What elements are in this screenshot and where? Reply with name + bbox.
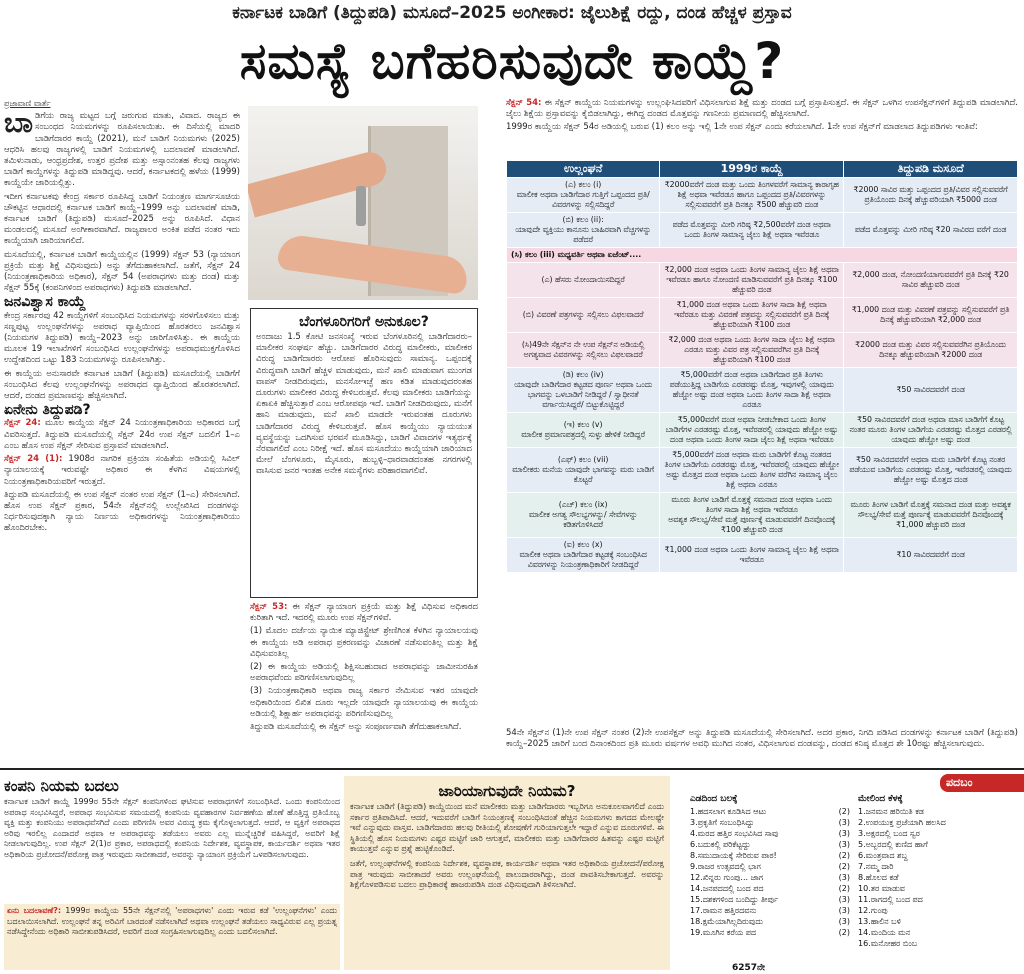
implement-text: ಕರ್ನಾಟಕ ಬಾಡಿಗೆ (ತಿದ್ದುಪಡಿ) ಕಾಯ್ದೆಯಿಂದ ಮನೆ ಮಾಲೀಕರು ಮತ್ತು ಬಾಡಿಗೆದಾರರು ಇಬ್ಬರಿಗೂ ಅನುಕೂಲವಾಗಲಿದೆ ಎಂದು ಸರ್ಕಾರ ಪ್ರತಿಪಾದಿಸಿದೆ. ಆದರೆ, ಇದುವರೆಗೆ ಬಾಡಿಗೆ ನಿಯಂತ್ರಣಕ್ಕೆ ಸಂಬಂಧಿಸಿದಂತೆ ಹೆಚ್ಚಿನ ನಿಯಮಗಳು ಕಾಗದದ ಮೇಲಷ್ಟೇ ಇವೆ ಎನ್ನುವುದು ವಾಸ್ತವ. ಬಾಡಿಗೆದಾರರು ಹಲವು ರೀತಿಯಲ್ಲಿ ಶೋಷಣೆಗೆ ಗುರಿಯಾಗುತ್ತಲೇ ಇದ್ದಾರೆ ಎನ್ನುವ ದೂರುಗಳಿವೆ. ಈ ಸ್ಥಿತಿಯಲ್ಲಿ ಹೊಸ ನಿಯಮಗಳು ಎಷ್ಟರ ಮಟ್ಟಿಗೆ ಜಾರಿ ಆಗುತ್ತವೆ, ಮಾಲೀಕರು ಮತ್ತು ಬಾಡಿಗೆದಾರರ ಹಿತವನ್ನು ಎಷ್ಟರ ಮಟ್ಟಿಗೆ ಕಾಯುತ್ತವೆ ಎನ್ನುವ ಪ್ರಶ್ನೆ ಹುಟ್ಟಿಕೊಂಡಿದೆ. [350,802,664,854]
bengaluru-box [250,308,478,598]
clue-item [690,894,850,905]
clue-item: 3.ಅಕ್ಷರದಲ್ಲಿ ಬಂದ ಸ್ವರ [858,829,920,838]
table-row [507,333,1018,368]
clue-length: (3) [838,906,850,915]
clue-text: 9.ರಾಜರ ಉತ್ಸವದಲ್ಲಿ ಭಾಗ [690,862,761,871]
clue-length: (3) [838,818,850,827]
table-row [507,368,1018,413]
clue-item [690,905,850,916]
table-cell: ₹50 ಸಾವಿರದವರೆಗೆ ದಂಡ [844,368,1018,413]
puzzle-footer: 6257ನೇ [732,963,766,973]
table-cell: (ಎಫ್) ಕಲಂ (vii) ಮಾಲೀಕರು ಮನೆಯ ಯಾವುದೇ ಭಾಗವನ್ನು ಮರು ಬಾಡಿಗೆ ಕೊಟ್ಟರೆ [507,448,660,493]
clue-item: 10.ತರ ಮಾಡುವ [858,884,905,893]
table-row [507,413,1018,448]
subheading-amendments: ಏನೇನು ತಿದ್ದುಪಡಿ? [4,402,91,419]
clue-text: 3.ಪ್ರಕೃತಿಗೆ ಸಂಬಂಧಿಸಿದ್ದು [690,818,755,827]
section-text: ಮೂಲ ಕಾಯ್ದೆಯ ಸೆಕ್ಷನ್ 24 ನಿಯಂತ್ರಣಾಧಿಕಾರಿಯ ಅಧಿಕಾರದ ಬಗ್ಗೆ ವಿವರಿಸುತ್ತದೆ. ತಿದ್ದುಪಡಿ ಮಸೂದೆಯಲ್ಲಿ ಸೆಕ್ಷನ್ 24ರ ಉಪ ಸೆಕ್ಷನ್ ಬದಲಿಗೆ 1–ಎ ಎಂಬ ಹೊಸ ಉಪ ಸೆಕ್ಷನ್ ಸೇರಿಸುವ ಪ್ರಸ್ತಾವನೆ ಮಾಡಲಾಗಿದೆ. [4,418,240,451]
change-label: ಏನು ಬದಲಾವಣೆ?: [7,906,62,915]
section-text: ಈ ಸೆಕ್ಷನ್ ಕಾಯ್ದೆಯ ನಿಯಮಗಳನ್ನು ಉಲ್ಲಂಘಿಸಿದವರಿಗೆ ವಿಧಿಸಲಾಗುವ ಶಿಕ್ಷೆ ಮತ್ತು ದಂಡದ ಬಗ್ಗೆ ಪ್ರಸ್ತಾಪಿಸುತ್ತದೆ. ಈ ಸೆಕ್ಷನ್ ಒಳಗಿನ ಉಪಸೆಕ್ಷನ್‌ಗಳಿಗೆ ತಿದ್ದುಪಡಿ ಮಾಡಲಾಗಿದೆ. ಜೈಲು ಶಿಕ್ಷೆಯ ಪ್ರಸ್ತಾವವನ್ನು ಕೈಬಿಡಲಾಗಿದ್ದು, ಈಗಿದ್ದ ದಂಡದ ಮೊತ್ತವನ್ನು ಗಣನೀಯ ಪ್ರಮಾಣದಲ್ಲಿ ಹೆಚ್ಚಿಸಲಾಗಿದೆ. [506,98,1018,120]
table-cell: ₹2000ವರೆಗೆ ದಂಡ ಮತ್ತು ಒಂದು ತಿಂಗಳವರೆಗೆ ಸಾಮಾನ್ಯ ಕಾರಾಗೃಹ ಶಿಕ್ಷೆ ಅಥವಾ ಇವೆರಡೂ ಹಾಗೂ ಒಪ್ಪಂದದ ಪ್ರತಿ/ವಿವರಗಳನ್ನು ಸಲ್ಲಿಸುವವರೆಗೆ ಪ್ರತಿ ದಿನಕ್ಕೂ ₹500 ಹೆಚ್ಚುವರಿ ದಂಡ [660,178,844,213]
table-cell: (ಸಿ)49ನೇ ಸೆಕ್ಷನ್‌ನ ನೇ ಉಪ ಸೆಕ್ಷನ್‌ನ ಅಡಿಯಲ್ಲಿ ಅಗತ್ಯವಾದ ವಿವರಗಳನ್ನು ಸಲ್ಲಿಸಲು ವಿಫಲವಾದರೆ [507,333,660,368]
company-title: ಕಂಪನಿ ನಿಯಮ ಬದಲು [4,777,119,795]
paragraph: ಮಸೂದೆಯಲ್ಲಿ, ಕರ್ನಾಟಕ ಬಾಡಿಗೆ ಕಾಯ್ದೆಯಲ್ಲಿನ (1999) ಸೆಕ್ಷನ್ 53 (ನ್ಯಾಯಾಂಗ ಪ್ರಕ್ರಿಯೆ ಮತ್ತು ಶಿಕ್ಷೆ ವಿಧಿಸುವುದು) ಅನ್ನು ತೆಗೆದುಹಾಕಲಾಗಿದೆ. ಜತೆಗೆ, ಸೆಕ್ಷನ್ 24 (ನಿಯಂತ್ರಣಾಧಿಕಾರಿಯ ಅಧಿಕಾರ), ಸೆಕ್ಷನ್ 54 (ಅಪರಾಧಗಳು ಮತ್ತು ದಂಡ) ಮತ್ತು ಸೆಕ್ಷನ್ 55ಕ್ಕೆ (ಕಂಪನಿಗಳಿಂದ ಅಪರಾಧಗಳು) ತಿದ್ದುಪಡಿ ಮಾಡಲಾಗಿದೆ. [4,249,240,294]
section-label: ಸೆಕ್ಷನ್ 53: [250,602,288,612]
table-cell: (ಡಿ) ಕಲಂ (iv) ಯಾವುದೇ ಬಾಡಿಗೆದಾರ ಕಟ್ಟಡದ ಪೂರ್ಣ ಅಥವಾ ಒಂದು ಭಾಗವನ್ನು ಒಳಬಾಡಿಗೆ ನೀಡಿದ್ದರೆ / ಸ್ವಾಧೀನತೆ ವರ್ಗಾಯಿಸಿದ್ದರೆ/ ಬಿಟ್ಟುಕೊಟ್ಟಿದ್ದರೆ [507,368,660,413]
subheading-janavishwasa: ಜನವಿಶ್ವಾಸ ಕಾಯ್ದೆ [4,294,86,311]
implement-box [344,776,670,970]
table-cell: ₹2,000 ದಂಡ, ನೋಂದಣಿಯಾಗುವವರೆಗೆ ಪ್ರತಿ ದಿನಕ್ಕೆ ₹20 ಸಾವಿರ ಹೆಚ್ಚುವರಿ ದಂಡ [844,263,1018,298]
table-row [507,248,1018,263]
implement-title: ಜಾರಿಯಾಗುವುದೇ ನಿಯಮ? [438,782,576,800]
clues-title: ಎಡದಿಂದ ಬಲಕ್ಕೆ [690,794,738,804]
table-cell: (ಸಿ) ಕಲಂ (iii) ಮಧ್ಯವರ್ತಿ ಅಥವಾ ಏಜೆಂಟ್.... [507,248,1018,263]
paragraph: ತಿದ್ದುಪಡಿ ಮಸೂದೆಯಲ್ಲಿ ಈ ಸೆಕ್ಷನ್ ಅನ್ನು ಸಂಪೂರ್ಣವಾಗಿ ತೆಗೆದುಹಾಕಲಾಗಿದೆ. [250,722,462,733]
table-cell: ಪಡೆದ ಮೊತ್ತವನ್ನು ಮೀರಿ ಗರಿಷ್ಠ ₹2,500ವರೆಗೆ ದಂಡ ಅಥವಾ ಒಂದು ತಿಂಗಳ ಸಾಮಾನ್ಯ ಜೈಲು ಶಿಕ್ಷೆ ಅಥವಾ ಇವೆರಡೂ [660,213,844,248]
clue-item: 5.ಅಬ್ಬರದಲ್ಲಿ ಕುಣಿದ ಹಾಗೆ [858,840,928,849]
section-53 [250,602,478,766]
implement-text: ಜತೆಗೆ, ಉಲ್ಲಂಘನೆಗಳಲ್ಲಿ ಕಂಪನಿಯ ನಿರ್ದೇಶಕ, ವ್ಯವಸ್ಥಾಪಕ, ಕಾರ್ಯದರ್ಶಿ ಅಥವಾ ಇತರ ಅಧಿಕಾರಿಯ ಪ್ರಚೋದನೆ/ಪರೋಕ್ಷ ಪಾತ್ರ ಇರುವುದು ಸಾಬೀತಾದರೆ ಅವರು ಉಲ್ಲಂಘನೆಯಲ್ಲಿ ಪಾಲುದಾರರಾಗಿದ್ದು, ದಂಡ ಪಾವತಿಸಬೇಕಾಗುತ್ತದೆ. ಅವರನ್ನು ಶಿಕ್ಷೆಗೊಳಪಡಿಸುವ ಬದಲು ಪ್ರಾಧಿಕಾರಕ್ಕೆ ಹಾಜರುಪಡಿಸಿ ದಂಡ ವಿಧಿಸುವುದಾಗಿ ತಿಳಿಸಲಾಗಿದೆ. [350,858,664,890]
list-item: (3) ನಿಯಂತ್ರಣಾಧಿಕಾರಿ ಅಥವಾ ರಾಜ್ಯ ಸರ್ಕಾರ ನೇಮಿಸುವ ಇತರ ಯಾವುದೇ ಅಧಿಕಾರಿಯಿಂದ ಲಿಖಿತ ದೂರು ಇಲ್ಲದೇ ಯಾವುದೇ ನ್ಯಾಯಾಲಯವು ಈ ಕಾಯ್ದೆಯ ಅಡಿಯಲ್ಲಿ ಶಿಕ್ಷಾರ್ಹ ಅಪರಾಧವನ್ನು ಪರಿಗಣಿಸುವುದಿಲ್ಲ [250,686,478,719]
clue-item [690,872,850,883]
clue-text: 4.ಮರದ ಹತ್ತಿರ ಸಂಭವಿಸಿದ ಸಾವು [690,829,779,838]
table-row [507,213,1018,248]
clue-item: 8.ಹೊಲದ ಕಡೆ [858,873,899,882]
clue-text: 12.ಖಿನ್ನರು ಗುಂಪು... ಜಾಗ [690,873,764,882]
clue-item [690,861,850,872]
column-header: ತಿದ್ದುಪಡಿ ಮಸೂದೆ [844,161,1018,178]
table-row [507,263,1018,298]
paragraph: ಕೇಂದ್ರ ಸರ್ಕಾರವು 42 ಕಾಯ್ದೆಗಳಿಗೆ ಸಂಬಂಧಿಸಿದ ನಿಯಮಗಳನ್ನು ಸರಳಗೊಳಿಸಲು ಮತ್ತು ಸಣ್ಣಪುಟ್ಟ ಉಲ್ಲಂಘನೆಗಳನ್ನು ಅಪರಾಧ ವ್ಯಾಪ್ತಿಯಿಂದ ಹೊರತರಲು ಜನವಿಶ್ವಾಸ (ನಿಯಮಗಳ ತಿದ್ದುಪಡಿ) ಕಾಯ್ದೆ–2023 ಅನ್ನು ಜಾರಿಗೊಳಿಸಿತ್ತು. ಈ ಕಾಯ್ದೆಯ ಮೂಲಕ 19 ಇಲಾಖೆಗಳಿಗೆ ಸಂಬಂಧಿಸಿದ ಉಲ್ಲಂಘನೆಗಳನ್ನು ಅಪರಾಧಮುಕ್ತಗೊಳಿಸಿದ ಉದ್ದೇಶದಿಂದ ಒಟ್ಟು 183 ನಿಯಮಗಳನ್ನು ರೂಪಿಸಲಾಗಿತ್ತು. [4,310,240,366]
table-cell: ₹5,000ವರೆಗೆ ದಂಡ ಅಥವಾ ಮರು ಬಾಡಿಗೆಗೆ ಕೊಟ್ಟ ನಂತರದ ತಿಂಗಳ ಬಾಡಿಗೆಯ ಎರಡರಷ್ಟು ಮೊತ್ತ, ಇವೆರಡರಲ್ಲಿ ಯಾವುದು ಹೆಚ್ಚೋ ಅಷ್ಟು ಮೊತ್ತದ ದಂಡ ಅಥವಾ ಒಂದು ತಿಂಗಳ ವರೆಗಿನ ಸಾಮಾನ್ಯ ಜೈಲು ಶಿಕ್ಷೆ ಅಥವಾ ಎರಡೂ [660,448,844,493]
table-cell: ₹2000 ಸಾವಿರ ಮತ್ತು ಒಪ್ಪಂದದ ಪ್ರತಿ/ವಿವರ ಸಲ್ಲಿಸುವವರೆಗೆ ಪ್ರತಿಯೊಂದು ದಿನಕ್ಕೆ ಹೆಚ್ಚುವರಿಯಾಗಿ ₹5000 ದಂಡ [844,178,1018,213]
table-cell: ₹2,000 ದಂಡ ಅಥವಾ ಒಂದು ತಿಂಗಳ ಸಾಮಾನ್ಯ ಜೈಲು ಶಿಕ್ಷೆ ಅಥವಾ ಇವೆರಡೂ ಹಾಗೂ ನೋಂದಣಿ ಮಾಡಿಸುವವರೆಗೆ ಪ್ರತಿ ದಿನಕ್ಕೂ ₹100 ಹೆಚ್ಚುವರಿ ದಂಡ [660,263,844,298]
clue-length: (2) [838,862,850,871]
table-cell: ₹1,000 ದಂಡ ಅಥವಾ ಒಂದು ತಿಂಗಳ ಸಾದಾ ಶಿಕ್ಷೆ ಅಥವಾ ಇವೆರಡೂ ಮತ್ತು ವಿವರಣೆ ಪತ್ರವನ್ನು ಸಲ್ಲಿಸುವವರೆಗೆ ಪ್ರತಿ ದಿನಕ್ಕೆ ಹೆಚ್ಚುವರಿಯಾಗಿ ₹100 ದಂಡ [660,298,844,333]
clue-item [690,850,850,861]
column-header: ಉಲ್ಲಂಘನೆ [507,161,660,178]
clue-item [690,927,850,938]
paragraph: ಇದೀಗ ಕರ್ನಾಟಕವು ಕೇಂದ್ರ ಸರ್ಕಾರ ರೂಪಿಸಿದ್ದ ಬಾಡಿಗೆ ನಿಯಂತ್ರಣ ಮಾರ್ಗಸೂಚಿಯ ಚೌಕಟ್ಟಿನ ಆಧಾರದಲ್ಲಿ ಕರ್ನಾಟಕ ಬಾಡಿಗೆ ಕಾಯ್ದೆ–1999 ಅನ್ನು ಬದಲಾವಣೆ ಮಾಡಿ, ಕರ್ನಾಟಕ ಬಾಡಿಗೆ (ತಿದ್ದುಪಡಿ) ಮಸೂದೆ–2025 ಅನ್ನು ರೂಪಿಸಿದೆ. ವಿಧಾನ ಮಂಡಲದಲ್ಲಿ ಮಸೂದೆ ಅಂಗೀಕಾರವಾಗಿದೆ. ರಾಜ್ಯಪಾಲರ ಅಂಕಿತ ಪಡೆದ ನಂತರ ಇದು ಕಾಯ್ದೆಯಾಗಿ ಜಾರಿಯಾಗಲಿದೆ. [4,191,240,247]
clue-item [690,806,850,817]
table-row [507,448,1018,493]
table-cell: (ಐ) ಕಲಂ (x) ಮಾಲೀಕ ಅಥವಾ ಬಾಡಿಗೆದಾರ ಕಟ್ಟಡಕ್ಕೆ ಸಂಬಂಧಿಸಿದ ವಿವರಗಳನ್ನು ನಿಯಂತ್ರಣಾಧಿಕಾರಿಗೆ ನೀಡದಿದ್ದರೆ [507,538,660,573]
table-row [507,298,1018,333]
table-row [507,493,1018,538]
clue-item: 16.ಮನೋಹರ ಬಿಂಬ [858,939,918,948]
clue-item [690,916,850,927]
paragraph: ಈ ಕಾಯ್ದೆಯ ಅನುಸಾರವೇ ಕರ್ನಾಟಕ ಬಾಡಿಗೆ (ತಿದ್ದುಪಡಿ) ಮಸೂದೆಯಲ್ಲಿ ಬಾಡಿಗೆಗೆ ಸಂಬಂಧಿಸಿದ ಕೆಲವು ಉಲ್ಲಂಘನೆಗಳನ್ನು ಅಪರಾಧದ ವ್ಯಾಪ್ತಿಯಿಂದ ಹೊರತರಲಾಗಿದೆ. ಆದರೆ, ದಂಡದ ಪ್ರಮಾಣವನ್ನು ಹೆಚ್ಚಿಸಲಾಗಿದೆ. [4,368,240,402]
clue-item: 14.ಮಂದಿಯ ಮನ [858,928,911,937]
puzzle-clues-down [858,794,1020,966]
box-title: ಬೆಂಗಳೂರಿಗರಿಗೆ ಅನುಕೂಲ? [299,314,429,330]
paragraph: ತಿದ್ದುಪಡಿ ಮಸೂದೆಯಲ್ಲಿ ಈ ಉಪ ಸೆಕ್ಷನ್ ನಂತರ ಉಪ ಸೆಕ್ಷನ್ (1–ಎ) ಸೇರಿಸಲಾಗಿದೆ. ಹೊಸ ಉಪ ಸೆಕ್ಷನ್ ಪ್ರಕಾರ, 54ನೇ ಸೆಕ್ಷನ್‌ನಲ್ಲಿ ಉಲ್ಲೇಖಿಸಿದ ದಂಡಗಳನ್ನು ನಿರ್ಧರಿಸುವುದಕ್ಕಾಗಿ ನ್ಯಾಯ ನಿರ್ಣಯ ಅಧಿಕಾರಗಳನ್ನು ನಿಯಂತ್ರಣಾಧಿಕಾರಿಯು ಹೊಂದಿರಬೇಕು. [4,489,240,534]
clue-length: (2) [838,928,850,937]
table-cell: (ಇ) ಕಲಂ (v) ಮಾಲೀಕ ಪ್ರಮಾಣಪತ್ರದಲ್ಲಿ ಸುಳ್ಳು ಹೇಳಿಕೆ ನೀಡಿದ್ದರೆ [507,413,660,448]
list-item: (1) ಮೊದಲ ದರ್ಜೆಯ ನ್ಯಾಯಿಕ ಮ್ಯಾಜಿಸ್ಟ್ರೇಟ್ ಶ್ರೇಣಿಗಿಂತ ಕೆಳಗಿನ ನ್ಯಾಯಾಲಯವು ಈ ಕಾಯ್ದೆಯ ಅಡಿ ಅಪರಾಧ ಪ್ರಕರಣವನ್ನು ವಿಚಾರಣೆ ನಡೆಸುವಂತಿಲ್ಲ ಮತ್ತು ಶಿಕ್ಷೆ ವಿಧಿಸುವಂತಿಲ್ಲ [250,626,478,659]
key-handover-photo [248,106,478,300]
clue-text: 8.ಸಮುದಾಯಕ್ಕೆ ಸೇರಿರುವ ಪಾಠ! [690,851,777,860]
clue-length: (3) [838,917,850,926]
clue-item [690,817,850,828]
table-cell: (ಬಿ) ವಿವರಣೆ ಪತ್ರಗಳನ್ನು ಸಲ್ಲಿಸಲು ವಿಫಲವಾದರೆ [507,298,660,333]
company-change-box [4,904,340,970]
puzzle-clues-across [690,794,850,966]
clue-text: 18.ಕ್ಷಮೆಯಾಗಿಲ್ಲದಿರುವುದು [690,917,764,926]
table-cell: ಮೂರು ತಿಂಗಳ ಬಾಡಿಗೆ ಮೊತ್ತಕ್ಕೆ ಸಮನಾದ ದಂಡ ಮತ್ತು ಅವಶ್ಯಕ ಸೌಲಭ್ಯ/ಸೇವೆ ಮತ್ತೆ ಪೂರ್ಣಕ್ಕೆ ಮಾಡುವವರೆಗೆ ದಿನವೊಂದಕ್ಕೆ ₹1,000 ಹೆಚ್ಚುವರಿ ದಂಡ [844,493,1018,538]
box-text: ಅಂದಾಜು 1.5 ಕೋಟಿ ಜನಸಂಖ್ಯೆ ಇರುವ ಬೆಂಗಳೂರಿನಲ್ಲಿ ಬಾಡಿಗೆದಾರರು–ಮಾಲೀಕರ ಸಂಘರ್ಷ ಹೆಚ್ಚು. ಬಾಡಿಗೆದಾರರ ವಿರುದ್ಧ ಮಾಲೀಕರು, ಮಾಲೀಕರ ವಿರುದ್ಧ ಬಾಡಿಗೆದಾರರು ಆರೋಪ ಹೊರಿಸುವುದು ಸಾಮಾನ್ಯ. ಒಪ್ಪಂದಕ್ಕೆ ವಿರುದ್ಧವಾಗಿ ಬಾಡಿಗೆ ಹೆಚ್ಚಳ ಮಾಡುವುದು, ಮನೆ ಖಾಲಿ ಮಾಡುವಾಗ ಮುಂಗಡ ವಾಪಸ್ ನೀಡದಿರುವುದು, ಮನಸೋಇಚ್ಛೆ ಹಣ ಕಡಿತ ಮಾಡುವುದರಂತಹ ದೂರುಗಳು ಮಾಲೀಕರ ವಿರುದ್ಧ ಕೇಳಿಬರುತ್ತವೆ. ಕೆಲವು ಮಾಲೀಕರು ಬಾಡಿಗೆಯನ್ನು ಏಕಾಏಕಿ ಹೆಚ್ಚಿಸುತ್ತಾರೆ ಎಂಬ ಆರೋಪವೂ ಇದೆ. ಬಾಡಿಗೆ ನೀಡದಿರುವುದು, ಮನೆಗೆ ಹಾನಿ ಮಾಡುವುದು, ಮನೆ ಖಾಲಿ ಮಾಡದೇ ಇರುವಂತಹ ದೂರುಗಳು ಬಾಡಿಗೆದಾರರ ವಿರುದ್ಧ ಕೇಳಿಬರುತ್ತವೆ. ಹೊಸ ಕಾಯ್ದೆಯು ನ್ಯಾಯಯುತ ವ್ಯವಸ್ಥೆಯನ್ನು ಒದಗಿಸುವ ಭರವಸೆ ಮೂಡಿಸಿದ್ದು, ಬಾಡಿಗೆ ವಿವಾದಗಳ ಇತ್ಯರ್ಥಕ್ಕೆ ನೆರವಾಗಲಿದೆ ಎಂಬ ನಿರೀಕ್ಷೆ ಇದೆ. ಹೊಸ ಮಸೂದೆಯು ಕಾಯ್ದೆಯಾಗಿ ಜಾರಿಯಾದ ಮೇಲೆ ಬೆಂಗಳೂರು, ಮೈಸೂರು, ಹುಬ್ಬಳ್ಳಿ–ಧಾರವಾಡದಂತಹ ನಗರಗಳಲ್ಲಿ ವಾಸಿಸುವ ಜನರ ಇಂತಹ ಅನೇಕ ಸಮಸ್ಯೆಗಳು ಪರಿಹಾರವಾಗಲಿವೆ. [256,332,473,477]
clue-text: 19.ಮೂಗಿನ ಕರೆಯ ಪದ [690,928,757,937]
clue-item [690,883,850,894]
table-cell: ₹10 ಸಾವಿರದವರೆಗೆ ದಂಡ [844,538,1018,573]
table-cell: (ಎ) ಹೆಸರು ನೋಂದಾಯಿಸದಿದ್ದರೆ [507,263,660,298]
clue-item: 13.ಹಾಲಿನ ಬಳಿ [858,917,901,926]
table-cell: ₹50 ಸಾವಿರದವರೆಗೆ ದಂಡ ಅಥವಾ ಮಾಸ ಬಾಡಿಗೆಗೆ ಕೊಟ್ಟ ನಂತರ ಮೂರು ತಿಂಗಳ ಬಾಡಿಗೆಯ ಎರಡರಷ್ಟು ಮೊತ್ತದ ಎರಡರಲ್ಲಿ ಯಾವುದು ಹೆಚ್ಚೋ ಅಷ್ಟು ದಂಡ [844,413,1018,448]
table-cell: ₹2000 ದಂಡ ಮತ್ತು ವಿವರ ಸಲ್ಲಿಸುವವರೆಗಿನ ಪ್ರತಿಯೊಂದು ದಿನಕ್ಕೂ ಹೆಚ್ಚುವರಿಯಾಗಿ ₹2000 ದಂಡ [844,333,1018,368]
clue-length: (3) [838,873,850,882]
table-cell: ₹1,000 ದಂಡ ಮತ್ತು ವಿವರಣೆ ಪತ್ರವನ್ನು ಸಲ್ಲಿಸುವವರೆಗೆ ಪ್ರತಿ ದಿನಕ್ಕೆ ಹೆಚ್ಚುವರಿಯಾಗಿ ₹2,000 ದಂಡ [844,298,1018,333]
clue-text: 1.ಹದಸಲಾಗ ಕೂಡಿಸಿದ ಆಟು [690,807,767,816]
key-icon [356,186,366,226]
table-note: 54ನೇ ಸೆಕ್ಷನ್‌ನ (1)ನೇ ಉಪ ಸೆಕ್ಷನ್ ನಂತರ (2)ನೇ ಉಪಸೆಕ್ಷನ್ ಅನ್ನು ತಿದ್ದುಪಡಿ ಮಸೂದೆಯಲ್ಲಿ ಸೇರಿಸಲಾಗಿದೆ. ಅದರ ಪ್ರಕಾರ, ನಿಗದಿ ಪಡಿಸಿದ ದಂಡಗಳನ್ನು ಕರ್ನಾಟಕ ಬಾಡಿಗೆ (ತಿದ್ದುಪಡಿ) ಕಾಯ್ದೆ–2025 ಜಾರಿಗೆ ಬಂದ ದಿನಾಂಕದಿಂದ ಪ್ರತಿ ಮೂರು ವರ್ಷಗಳ ಅವಧಿ ಮುಗಿದ ನಂತರ, ವಿಧಿಸಲಾಗುವ ದಂಡವನ್ನು, ದಂಡದ ಕನಿಷ್ಠ ಮೊತ್ತದ ಶೇ 10ರಷ್ಟು ಹೆಚ್ಚಿಸಲಾಗುವುದು. [506,728,1018,750]
section-label: ಸೆಕ್ಷನ್ 24 (1): [4,454,63,465]
kicker: ಕರ್ನಾಟಕ ಬಾಡಿಗೆ (ತಿದ್ದುಪಡಿ) ಮಸೂದೆ–2025 ಅಂಗೀಕಾರ: ಜೈಲುಶಿಕ್ಷೆ ರದ್ದು, ದಂಡ ಹೆಚ್ಚಳ ಪ್ರಸ್ತಾವ [232,3,792,23]
table-cell: ಮೂರು ತಿಂಗಳ ಬಾಡಿಗೆ ಮೊತ್ತಕ್ಕೆ ಸಮನಾದ ದಂಡ ಅಥವಾ ಒಂದು ತಿಂಗಳ ಸಾದಾ ಶಿಕ್ಷೆ ಅಥವಾ ಇವೆರಡೂ ಅವಶ್ಯಕ ಸೌಲಭ್ಯ/ಸೇವೆ ಮತ್ತೆ ಪೂರ್ಣಕ್ಕೆ ಮಾಡುವವರೆಗೆ ದಿನವೊಂದಕ್ಕೆ ₹100 ಹೆಚ್ಚುವರಿ ದಂಡ [660,493,844,538]
table-cell: ₹5,000ವರೆಗೆ ದಂಡ ಅಥವಾ ಬಾಡಿಗೆದಾರ ಪ್ರತಿ ತಿಂಗಳು ಪಡೆಯುತ್ತಿದ್ದ ಬಾಡಿಗೆಯ ಎರಡರಷ್ಟು ಮೊತ್ತ, ಇವುಗಳಲ್ಲಿ ಯಾವುದು ಹೆಚ್ಚೋ ಅಷ್ಟು ದಂಡ ಅಥವಾ ಒಂದು ತಿಂಗಳ ಸಾದಾ ಶಿಕ್ಷೆ ಅಥವಾ ಎರಡೂ [660,368,844,413]
clue-length: (2) [838,851,850,860]
column-header: 1999ರ ಕಾಯ್ದೆ [660,161,844,178]
column-left [4,98,240,766]
table-cell: (ಎಚ್) ಕಲಂ (ix) ಮಾಲೀಕ ಅಗತ್ಯ ಸೌಲಭ್ಯಗಳನ್ನು/ ಸೇವೆಗಳನ್ನು ಕಡಿತಗೊಳಿಸಿದರೆ [507,493,660,538]
headline: ಸಮಸ್ಯೆ ಬಗೆಹರಿಸುವುದೇ ಕಾಯ್ದೆ? [239,32,785,90]
table-row [507,538,1018,573]
clue-length: (3) [838,829,850,838]
table-cell: (ಎ) ಕಲಂ (i) ಮಾಲೀಕ ಅಥವಾ ಬಾಡಿಗೆದಾರ ಗುತ್ತಿಗೆ ಒಪ್ಪಂದದ ಪ್ರತಿ/ವಿವರಗಳನ್ನು ಸಲ್ಲಿಸದಿದ್ದರೆ [507,178,660,213]
intro-paragraph: ಡಿಗೆಯ ರಾಜ್ಯ ಮಟ್ಟದ ಬಗ್ಗೆ ಜರುಗುವ ಮಾತು, ವಿವಾದ. ರಾಜ್ಯದ ಈ ಸಂಬಂಧದ ನಿಯಮಗಳನ್ನು ರೂಪಿಸಲಾಯಿತು. ಈ ದಿಸೆಯಲ್ಲಿ ಮಾದರಿ ಬಾಡಿಗೆದಾರರ ಕಾಯ್ದೆ (2021), ಮನೆ ಬಾಡಿಗೆ ನಿಯಮಗಳು (2025) ಆಧರಿಸಿ ಹಲವು ರಾಜ್ಯಗಳಲ್ಲಿ ಬಾಡಿಗೆ ನಿಯಮಗಳಲ್ಲಿ ಬದಲಾವಣೆ ಮಾಡಲಾಗಿದೆ. ತಮಿಳುನಾಡು, ಆಂಧ್ರಪ್ರದೇಶ, ಉತ್ತರ ಪ್ರದೇಶ ಮತ್ತು ಅಸ್ಸಾಂನಂತಹ ಕೆಲವು ರಾಜ್ಯಗಳು ಬಾಡಿಗೆ ಕಾಯ್ದೆಗಳನ್ನು ತಿದ್ದುಪಡಿ ಮಾಡಿದ್ದವು. ಆದರೆ, ಕರ್ನಾಟಕದಲ್ಲಿ ಹಳೆಯ (1999) ಕಾಯ್ದೆಯೇ ಜಾರಿಯಲ್ಲಿತ್ತು. [4,111,240,189]
clue-length: (3) [838,895,850,904]
clue-text: 15.ದಶಕಗಳಿಂದ ಬಂದಿದ್ದು ತೀರ್ಪು [690,895,779,904]
list-item: (2) ಈ ಕಾಯ್ದೆಯ ಅಡಿಯಲ್ಲಿ ಶಿಕ್ಷಿಸಬಹುದಾದ ಅಪರಾಧವನ್ನು ಜಾಮೀನುರಹಿತ ಅಪರಾಧವೆಂದು ಪರಿಗಣಿಸಲಾಗುವುದಿಲ್ಲ [250,662,478,684]
table-row [507,178,1018,213]
clue-length: (3) [838,840,850,849]
divider [0,768,1024,770]
paragraph: 1999ರ ಕಾಯ್ದೆಯ ಸೆಕ್ಷನ್ 54ರ ಅಡಿಯಲ್ಲಿ ಬರುವ (1) ಕಲಂ ಅನ್ನು ಇಲ್ಲಿ 1ನೇ ಉಪ ಸೆಕ್ಷನ್ ಎಂದು ಕರೆಯಲಾಗಿದೆ. 1ನೇ ಉಪ ಸೆಕ್ಷನ್‌ಗೆ ಮಾಡಲಾದ ತಿದ್ದುಪಡಿಗಳು ಇಂತಿವೆ: [506,122,978,133]
company-text: ಕರ್ನಾಟಕ ಬಾಡಿಗೆ ಕಾಯ್ದೆ 1999ರ 55ನೇ ಸೆಕ್ಷನ್ ಕಂಪನಿಗಳಿಂದ ಘಟಿಸುವ ಅಪರಾಧಗಳಿಗೆ ಸಂಬಂಧಿಸಿದೆ. ಒಂದು ಕಂಪನಿಯಿಂದ ಅಪರಾಧ ಸಂಭವಿಸಿದ್ದರೆ, ಅಪರಾಧ ಸಂಭವಿಸುವ ಸಮಯದಲ್ಲಿ ಕಂಪನಿಯ ವ್ಯವಹಾರಗಳ ನಿರ್ವಹಣೆಯ ಹೊಣೆ ಹೊತ್ತಿದ್ದ ಪ್ರತಿಯೊಬ್ಬ ವ್ಯಕ್ತಿ ಮತ್ತು ಕಂಪನಿಯು ಅಪರಾಧವೆಸಗಿದೆ ಎಂದು ಪರಿಗಣಿಸಿ ಅವರ ವಿರುದ್ಧ ಕ್ರಮ ಕೈಗೊಳ್ಳಲಾಗುತ್ತದೆ. ಆದರೆ, ಆ ವ್ಯಕ್ತಿಗೆ ಅಪರಾಧದ ಅರಿವು ಇರಲಿಲ್ಲ ಎಂದಾದರೆ ಅಥವಾ ಆ ಅಪರಾಧವನ್ನು ತಡೆಯಲು ಅವರು ಎಲ್ಲ ಮುನ್ನೆಚ್ಚರಿಕೆ ವಹಿಸಿದ್ದರೆ, ಅವರಿಗೆ ಶಿಕ್ಷೆ ನೀಡಲಾಗುವುದಿಲ್ಲ. ಉಪ ಸೆಕ್ಷನ್ 2(1)ರ ಪ್ರಕಾರ, ಅಪರಾಧದಲ್ಲಿ ಕಂಪನಿಯ ನಿರ್ದೇಶಕ, ವ್ಯವಸ್ಥಾಪಕ, ಕಾರ್ಯದರ್ಶಿ ಅಥವಾ ಇತರ ಅಧಿಕಾರಿಯ ಪ್ರಚೋದನೆ/ಪರೋಕ್ಷ ಪಾತ್ರ ಇರುವುದು ಸಾಬೀತಾದರೆ, ಅವರನ್ನು ನ್ಯಾಯಾಂಗ ಪ್ರಕ್ರಿಯೆಗೆ ಒಳಪಡಿಸಲಾಗುವುದು. [4,797,340,859]
byline: ಪ್ರಜಾವಾಣಿ ವಾರ್ತೆ [4,99,51,108]
table-cell: ₹50 ಸಾವಿರದವರೆಗೆ ಅಥವಾ ಮರು ಬಾಡಿಗೆಗೆ ಕೊಟ್ಟ ನಂತರ ಪಡೆಯುವ ಬಾಡಿಗೆಯ ಎರಡರಷ್ಟು ಮೊತ್ತ, ಇವೆರಡರಲ್ಲಿ ಯಾವುದು ಹೆಚ್ಚೋ ಅಷ್ಟು ಮೊತ್ತದ ದಂಡ [844,448,1018,493]
penalty-table-wrap [506,160,1018,726]
dropcap: ಬಾ [4,106,34,140]
table-cell: ₹2,000 ದಂಡ ಅಥವಾ ಒಂದು ತಿಂಗಳ ಸಾದಾ ಜೈಲು ಶಿಕ್ಷೆ ಅಥವಾ ಎರಡೂ ಮತ್ತು ವಿವರ ಪತ್ರ ಸಲ್ಲಿಸುವವರೆಗಿನ ಪ್ರತಿ ದಿನಕ್ಕೆ ಹೆಚ್ಚುವರಿಯಾಗಿ ₹100 ದಂಡ [660,333,844,368]
clue-item: 11.ರಾಗದಲ್ಲಿ ಬಂದ ಪದ [858,895,923,904]
clue-text: 17.ರಾಮನ ಹತ್ತಿರದವನು [690,906,757,915]
clue-item [690,839,850,850]
clue-text: 6.ಬದುಕಲ್ಲಿ ಪರಿಕೆಟ್ಟದ್ದು [690,840,751,849]
section-label: ಸೆಕ್ಷನ್ 54: [506,98,542,108]
penalty-table [506,160,1018,573]
section-text: 1908ರ ನಾಗರಿಕ ಪ್ರಕ್ರಿಯಾ ಸಂಹಿತೆಯ ಅಡಿಯಲ್ಲಿ ಸಿವಿಲ್ ನ್ಯಾಯಾಲಯಕ್ಕೆ ಇರುವಷ್ಟೇ ಅಧಿಕಾರ ಈ ಕೆಳಗಿನ ವಿಷಯಗಳಲ್ಲಿ ನಿಯಂತ್ರಣಾಧಿಕಾರಿಯವರಿಗೆ ಇರುತ್ತದೆ. [4,454,240,487]
clue-length: (2) [838,807,850,816]
change-text: 1999ರ ಕಾಯ್ದೆಯ 55ನೇ ಸೆಕ್ಷನ್‌ನಲ್ಲಿ 'ಅಪರಾಧಗಳು' ಎಂದು ಇರುವ ಕಡೆ 'ಉಲ್ಲಂಘನೆಗಳು' ಎಂದು ಬದಲಾಯಿಸಲಾಗಿದೆ. ಉಲ್ಲಂಘನೆ ತನ್ನ ಅರಿವಿಗೆ ಬಾರದಂತೆ ನಡೆಸಲಾಗಿದೆ ಅಥವಾ ಉಲ್ಲಂಘನೆ ತಡೆಯಲು ಸಾಧ್ಯವಿರುವ ಎಲ್ಲ ಪ್ರಯತ್ನ ನಡೆಸಿದ್ದೇನೆಂದು ಅಧಿಕಾರಿ ಸಾಬೀತುಪಡಿಸಿದರೆ, ಅವರಿಗೆ ದಂಡ ಸಂಗ್ರಹಿಸಲಾಗುವುದಿಲ್ಲ ಎಂದು ಬದಲಿಸಲಾಗಿದೆ. [7,906,337,937]
table-cell: ₹1,000 ದಂಡ ಅಥವಾ ಒಂದು ತಿಂಗಳ ಸಾಮಾನ್ಯ ಜೈಲು ಶಿಕ್ಷೆ ಅಥವಾ ಇವೆರಡೂ [660,538,844,573]
table-header [507,161,1018,178]
clue-item: 7.ನಮ್ಮ ದಾರಿ [858,862,894,871]
section-text: ಈ ಸೆಕ್ಷನ್ ನ್ಯಾಯಾಂಗ ಪ್ರಕ್ರಿಯೆ ಮತ್ತು ಶಿಕ್ಷೆ ವಿಧಿಸುವ ಅಧಿಕಾರದ ಕುರಿತಾಗಿ ಇದೆ. ಇದರಲ್ಲಿ ಮೂರು ಉಪ ಸೆಕ್ಷನ್‌ಗಳಿವೆ. [250,602,478,624]
clue-item: 6.ಮಂತ್ರವಾದ ಶಬ್ದ [858,851,908,860]
clue-item [690,828,850,839]
table-cell: ಪಡೆದ ಮೊತ್ತವನ್ನು ಮೀರಿ ಗರಿಷ್ಠ ₹20 ಸಾವಿರದ ವರೆಗೆ ದಂಡ [844,213,1018,248]
clue-item: 12.ಗುಂಪು [858,906,888,915]
section-54 [506,98,1018,158]
clue-length: (2) [838,884,850,893]
clue-item: 1.ಜನಮನ ಹರಿಯಿತಿ ಕಡ [858,807,924,816]
clues-title: ಮೇಲಿಂದ ಕೆಳಕ್ಕೆ [858,794,903,804]
clue-item: 2.ಉಪಯುಕ್ತ ಪ್ರಜೆಯಾಗಿ ಹಲಸಿದ [858,818,946,827]
puzzle-band: ಪದಬಂ [940,774,1024,792]
section-label: ಸೆಕ್ಷನ್ 24: [4,418,41,429]
clue-text: 14.ಜನಪದದಲ್ಲಿ ಬಂದ ಪದ [690,884,764,893]
table-cell: ₹5,000ವರೆಗೆ ದಂಡ ಅಥವಾ ನೀಡಬೇಕಾದ ಒಂದು ತಿಂಗಳ ಬಾಡಿಗೆಗಳ ಎರಡರಷ್ಟು ಮೊತ್ತ, ಇವೆರಡರಲ್ಲಿ ಯಾವುದು ಹೆಚ್ಚೋ ಅಷ್ಟು ದಂಡ ಅಥವಾ ಒಂದು ತಿಂಗಳ ಸಾದಾ ಜೈಲು ಶಿಕ್ಷೆ ಅಥವಾ ಇವೆರಡೂ [660,413,844,448]
table-cell: (ಬಿ) ಕಲಂ (ii): ಯಾವುದೇ ವ್ಯಕ್ತಿಯು ಕಾನೂನು ಬಾಹಿರವಾಗಿ ವೆಚ್ಚಗಳನ್ನು ಪಡೆದರೆ [507,213,660,248]
